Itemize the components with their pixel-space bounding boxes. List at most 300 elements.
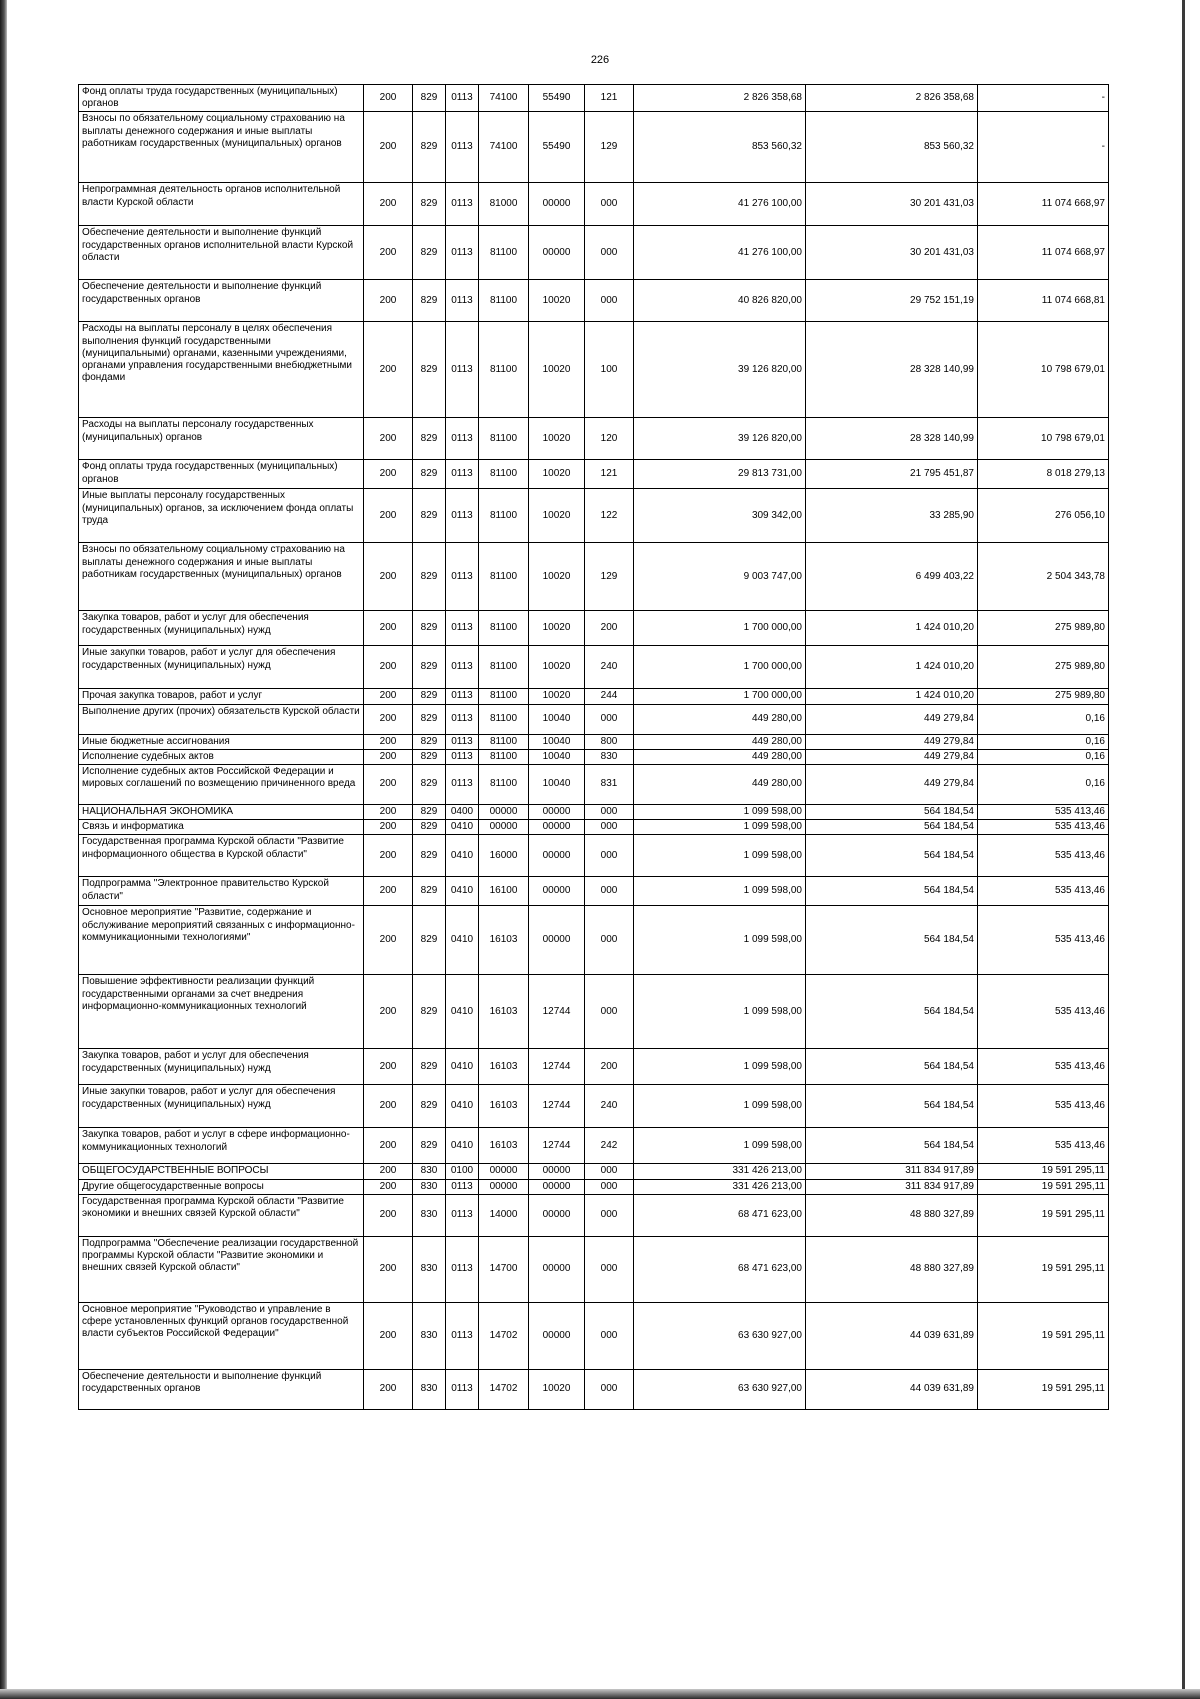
value-cell-remainder: 10 798 679,01 — [978, 418, 1109, 460]
code-cell-1: 200 — [364, 877, 413, 906]
code-cell-6: 240 — [585, 646, 634, 689]
code-cell-2: 830 — [413, 1179, 446, 1194]
code-cell-6: 000 — [585, 280, 634, 322]
row-name-cell: Связь и информатика — [79, 820, 364, 835]
code-cell-3: 0113 — [446, 1236, 479, 1302]
value-cell-executed: 311 834 917,89 — [806, 1179, 978, 1194]
code-cell-5: 12744 — [529, 1049, 585, 1085]
code-cell-3: 0113 — [446, 1302, 479, 1369]
value-cell-executed: 30 201 431,03 — [806, 226, 978, 280]
value-cell-remainder: 19 591 295,11 — [978, 1194, 1109, 1236]
code-cell-4: 74100 — [479, 85, 529, 112]
row-name-cell: Прочая закупка товаров, работ и услуг — [79, 689, 364, 704]
code-cell-1: 200 — [364, 704, 413, 734]
code-cell-2: 829 — [413, 112, 446, 183]
table-row — [79, 280, 1109, 322]
value-cell-plan: 1 099 598,00 — [634, 1049, 806, 1085]
code-cell-2: 829 — [413, 489, 446, 543]
code-cell-6: 244 — [585, 689, 634, 704]
value-cell-executed: 28 328 140,99 — [806, 322, 978, 418]
value-cell-remainder: 2 504 343,78 — [978, 543, 1109, 611]
code-cell-5: 10020 — [529, 322, 585, 418]
code-cell-4: 81100 — [479, 489, 529, 543]
table-row — [79, 1164, 1109, 1179]
value-cell-executed: 28 328 140,99 — [806, 418, 978, 460]
value-cell-plan: 1 099 598,00 — [634, 820, 806, 835]
code-cell-5: 00000 — [529, 877, 585, 906]
code-cell-5: 10020 — [529, 418, 585, 460]
table-row — [79, 460, 1109, 489]
code-cell-3: 0113 — [446, 489, 479, 543]
row-name-cell: Непрограммная деятельность органов исполнительной власти Курской области — [79, 183, 364, 226]
value-cell-plan: 1 099 598,00 — [634, 877, 806, 906]
row-name-cell: Обеспечение деятельности и выполнение функций государственных органов — [79, 280, 364, 322]
table-row — [79, 611, 1109, 646]
table-row — [79, 85, 1109, 112]
value-cell-remainder: 0,16 — [978, 764, 1109, 804]
code-cell-2: 829 — [413, 183, 446, 226]
code-cell-4: 81100 — [479, 280, 529, 322]
value-cell-remainder: 276 056,10 — [978, 489, 1109, 543]
code-cell-2: 829 — [413, 418, 446, 460]
value-cell-plan: 39 126 820,00 — [634, 418, 806, 460]
code-cell-2: 829 — [413, 611, 446, 646]
code-cell-2: 829 — [413, 1128, 446, 1164]
code-cell-6: 121 — [585, 85, 634, 112]
code-cell-2: 829 — [413, 280, 446, 322]
code-cell-1: 200 — [364, 1302, 413, 1369]
code-cell-2: 829 — [413, 835, 446, 877]
code-cell-6: 242 — [585, 1128, 634, 1164]
table-row — [79, 689, 1109, 704]
value-cell-remainder: 535 413,46 — [978, 804, 1109, 819]
code-cell-4: 74100 — [479, 112, 529, 183]
value-cell-remainder: 535 413,46 — [978, 1085, 1109, 1128]
code-cell-1: 200 — [364, 1128, 413, 1164]
code-cell-5: 10020 — [529, 689, 585, 704]
code-cell-6: 000 — [585, 877, 634, 906]
value-cell-executed: 564 184,54 — [806, 804, 978, 819]
code-cell-4: 81100 — [479, 226, 529, 280]
code-cell-4: 81100 — [479, 734, 529, 749]
code-cell-4: 14702 — [479, 1302, 529, 1369]
value-cell-plan: 2 826 358,68 — [634, 85, 806, 112]
value-cell-remainder: 19 591 295,11 — [978, 1302, 1109, 1369]
code-cell-1: 200 — [364, 906, 413, 975]
table-row — [79, 1179, 1109, 1194]
value-cell-executed: 564 184,54 — [806, 1128, 978, 1164]
code-cell-4: 00000 — [479, 804, 529, 819]
code-cell-6: 000 — [585, 1302, 634, 1369]
code-cell-3: 0113 — [446, 1369, 479, 1409]
table-row — [79, 1369, 1109, 1409]
value-cell-remainder: 19 591 295,11 — [978, 1164, 1109, 1179]
code-cell-1: 200 — [364, 804, 413, 819]
code-cell-6: 000 — [585, 835, 634, 877]
code-cell-1: 200 — [364, 835, 413, 877]
code-cell-5: 10020 — [529, 611, 585, 646]
value-cell-plan: 41 276 100,00 — [634, 226, 806, 280]
code-cell-4: 14700 — [479, 1236, 529, 1302]
value-cell-plan: 1 099 598,00 — [634, 804, 806, 819]
code-cell-2: 829 — [413, 1085, 446, 1128]
code-cell-2: 829 — [413, 689, 446, 704]
code-cell-3: 0410 — [446, 906, 479, 975]
code-cell-2: 830 — [413, 1194, 446, 1236]
row-name-cell: Иные бюджетные ассигнования — [79, 734, 364, 749]
value-cell-executed: 29 752 151,19 — [806, 280, 978, 322]
code-cell-4: 00000 — [479, 820, 529, 835]
value-cell-remainder: 19 591 295,11 — [978, 1369, 1109, 1409]
code-cell-6: 000 — [585, 704, 634, 734]
value-cell-plan: 449 280,00 — [634, 764, 806, 804]
code-cell-3: 0113 — [446, 280, 479, 322]
row-name-cell: Взносы по обязательному социальному страхованию на выплаты денежного содержания и иные выплаты работникам государственных (муниципальных) органов — [79, 543, 364, 611]
row-name-cell: Другие общегосударственные вопросы — [79, 1179, 364, 1194]
value-cell-plan: 449 280,00 — [634, 749, 806, 764]
table-row — [79, 1049, 1109, 1085]
value-cell-remainder: 0,16 — [978, 749, 1109, 764]
code-cell-3: 0410 — [446, 975, 479, 1049]
table-row — [79, 543, 1109, 611]
code-cell-3: 0113 — [446, 183, 479, 226]
value-cell-executed: 6 499 403,22 — [806, 543, 978, 611]
table-row — [79, 418, 1109, 460]
code-cell-6: 121 — [585, 460, 634, 489]
value-cell-remainder: 535 413,46 — [978, 1049, 1109, 1085]
value-cell-executed: 44 039 631,89 — [806, 1369, 978, 1409]
code-cell-2: 829 — [413, 646, 446, 689]
value-cell-remainder: 535 413,46 — [978, 877, 1109, 906]
code-cell-5: 00000 — [529, 804, 585, 819]
code-cell-4: 81100 — [479, 418, 529, 460]
value-cell-executed: 449 279,84 — [806, 704, 978, 734]
code-cell-4: 14702 — [479, 1369, 529, 1409]
code-cell-4: 16103 — [479, 1049, 529, 1085]
value-cell-remainder: - — [978, 85, 1109, 112]
code-cell-2: 830 — [413, 1369, 446, 1409]
code-cell-4: 81100 — [479, 543, 529, 611]
page-number: 226 — [590, 54, 610, 66]
value-cell-executed: 311 834 917,89 — [806, 1164, 978, 1179]
row-name-cell: Фонд оплаты труда государственных (муниципальных) органов — [79, 460, 364, 489]
code-cell-3: 0113 — [446, 749, 479, 764]
code-cell-1: 200 — [364, 460, 413, 489]
value-cell-remainder: 535 413,46 — [978, 835, 1109, 877]
row-name-cell: Выполнение других (прочих) обязательств Курской области — [79, 704, 364, 734]
budget-execution-table — [78, 84, 1109, 1410]
table-row — [79, 1236, 1109, 1302]
row-name-cell: Исполнение судебных актов — [79, 749, 364, 764]
code-cell-4: 00000 — [479, 1164, 529, 1179]
code-cell-2: 829 — [413, 704, 446, 734]
code-cell-5: 00000 — [529, 820, 585, 835]
code-cell-5: 10020 — [529, 646, 585, 689]
code-cell-2: 829 — [413, 820, 446, 835]
table-row — [79, 804, 1109, 819]
code-cell-1: 200 — [364, 1049, 413, 1085]
value-cell-plan: 1 099 598,00 — [634, 835, 806, 877]
code-cell-4: 81100 — [479, 764, 529, 804]
value-cell-executed: 564 184,54 — [806, 975, 978, 1049]
code-cell-6: 000 — [585, 820, 634, 835]
value-cell-executed: 21 795 451,87 — [806, 460, 978, 489]
code-cell-3: 0113 — [446, 418, 479, 460]
code-cell-2: 829 — [413, 322, 446, 418]
value-cell-plan: 39 126 820,00 — [634, 322, 806, 418]
scan-left-edge — [0, 0, 7, 1699]
value-cell-plan: 1 700 000,00 — [634, 689, 806, 704]
row-name-cell: Закупка товаров, работ и услуг для обеспечения государственных (муниципальных) нужд — [79, 1049, 364, 1085]
row-name-cell: Подпрограмма "Электронное правительство Курской области" — [79, 877, 364, 906]
code-cell-6: 000 — [585, 906, 634, 975]
code-cell-2: 829 — [413, 975, 446, 1049]
value-cell-plan: 853 560,32 — [634, 112, 806, 183]
code-cell-3: 0113 — [446, 764, 479, 804]
table-row — [79, 1085, 1109, 1128]
scan-bottom-edge — [0, 1689, 1200, 1699]
code-cell-1: 200 — [364, 1369, 413, 1409]
table-row — [79, 322, 1109, 418]
row-name-cell: Основное мероприятие "Развитие, содержание и обслуживание мероприятий связанных с информационно-коммуникационными технологиями" — [79, 906, 364, 975]
row-name-cell: Закупка товаров, работ и услуг для обеспечения государственных (муниципальных) нужд — [79, 611, 364, 646]
code-cell-6: 200 — [585, 611, 634, 646]
code-cell-5: 00000 — [529, 1302, 585, 1369]
row-name-cell: Фонд оплаты труда государственных (муниципальных) органов — [79, 85, 364, 112]
code-cell-6: 129 — [585, 543, 634, 611]
row-name-cell: ОБЩЕГОСУДАРСТВЕННЫЕ ВОПРОСЫ — [79, 1164, 364, 1179]
code-cell-5: 00000 — [529, 835, 585, 877]
code-cell-5: 10020 — [529, 280, 585, 322]
code-cell-6: 122 — [585, 489, 634, 543]
code-cell-1: 200 — [364, 1179, 413, 1194]
code-cell-4: 81000 — [479, 183, 529, 226]
value-cell-plan: 331 426 213,00 — [634, 1179, 806, 1194]
value-cell-plan: 63 630 927,00 — [634, 1302, 806, 1369]
code-cell-1: 200 — [364, 85, 413, 112]
code-cell-2: 829 — [413, 764, 446, 804]
value-cell-remainder: - — [978, 112, 1109, 183]
value-cell-executed: 564 184,54 — [806, 877, 978, 906]
code-cell-3: 0400 — [446, 804, 479, 819]
value-cell-executed: 44 039 631,89 — [806, 1302, 978, 1369]
table-body — [79, 85, 1109, 1410]
code-cell-2: 829 — [413, 877, 446, 906]
code-cell-4: 81100 — [479, 749, 529, 764]
table-row — [79, 112, 1109, 183]
code-cell-1: 200 — [364, 280, 413, 322]
code-cell-5: 55490 — [529, 112, 585, 183]
code-cell-3: 0113 — [446, 689, 479, 704]
row-name-cell: Иные выплаты персоналу государственных (муниципальных) органов, за исключением фонда оплаты труда — [79, 489, 364, 543]
value-cell-executed: 2 826 358,68 — [806, 85, 978, 112]
code-cell-1: 200 — [364, 322, 413, 418]
code-cell-5: 10020 — [529, 460, 585, 489]
value-cell-plan: 1 099 598,00 — [634, 906, 806, 975]
table-row — [79, 749, 1109, 764]
code-cell-2: 830 — [413, 1302, 446, 1369]
code-cell-1: 200 — [364, 183, 413, 226]
value-cell-remainder: 535 413,46 — [978, 1128, 1109, 1164]
code-cell-2: 829 — [413, 906, 446, 975]
code-cell-2: 829 — [413, 85, 446, 112]
table-row — [79, 906, 1109, 975]
code-cell-4: 16100 — [479, 877, 529, 906]
value-cell-plan: 1 700 000,00 — [634, 611, 806, 646]
table-row — [79, 764, 1109, 804]
code-cell-4: 16103 — [479, 1085, 529, 1128]
code-cell-5: 10040 — [529, 734, 585, 749]
code-cell-1: 200 — [364, 820, 413, 835]
code-cell-4: 81100 — [479, 704, 529, 734]
value-cell-plan: 1 099 598,00 — [634, 1085, 806, 1128]
code-cell-3: 0113 — [446, 646, 479, 689]
value-cell-executed: 564 184,54 — [806, 1085, 978, 1128]
value-cell-plan: 1 099 598,00 — [634, 975, 806, 1049]
code-cell-1: 200 — [364, 734, 413, 749]
value-cell-remainder: 275 989,80 — [978, 646, 1109, 689]
row-name-cell: Расходы на выплаты персоналу государственных (муниципальных) органов — [79, 418, 364, 460]
value-cell-executed: 1 424 010,20 — [806, 646, 978, 689]
table-row — [79, 1128, 1109, 1164]
value-cell-executed: 30 201 431,03 — [806, 183, 978, 226]
code-cell-5: 00000 — [529, 183, 585, 226]
row-name-cell: Подпрограмма "Обеспечение реализации государственной программы Курской области "Развитие экономики и внешних связей Курской области" — [79, 1236, 364, 1302]
code-cell-1: 200 — [364, 226, 413, 280]
value-cell-plan: 1 700 000,00 — [634, 646, 806, 689]
code-cell-5: 00000 — [529, 1164, 585, 1179]
value-cell-executed: 449 279,84 — [806, 749, 978, 764]
value-cell-remainder: 11 074 668,97 — [978, 183, 1109, 226]
value-cell-remainder: 535 413,46 — [978, 975, 1109, 1049]
code-cell-3: 0113 — [446, 611, 479, 646]
code-cell-2: 829 — [413, 543, 446, 611]
code-cell-1: 200 — [364, 418, 413, 460]
code-cell-2: 829 — [413, 1049, 446, 1085]
row-name-cell: Расходы на выплаты персоналу в целях обеспечения выполнения функций государственными (муниципальными) органами, казенными учреждениями, органами управления государственными внебюджетными фондами — [79, 322, 364, 418]
code-cell-2: 829 — [413, 460, 446, 489]
value-cell-executed: 853 560,32 — [806, 112, 978, 183]
code-cell-5: 10020 — [529, 1369, 585, 1409]
code-cell-2: 829 — [413, 749, 446, 764]
scan-right-edge — [1182, 0, 1185, 1699]
code-cell-6: 129 — [585, 112, 634, 183]
row-name-cell: Взносы по обязательному социальному страхованию на выплаты денежного содержания и иные выплаты работникам государственных (муниципальных) органов — [79, 112, 364, 183]
code-cell-4: 16103 — [479, 975, 529, 1049]
code-cell-3: 0113 — [446, 543, 479, 611]
value-cell-remainder: 8 018 279,13 — [978, 460, 1109, 489]
code-cell-3: 0410 — [446, 877, 479, 906]
value-cell-plan: 63 630 927,00 — [634, 1369, 806, 1409]
code-cell-4: 81100 — [479, 460, 529, 489]
code-cell-3: 0113 — [446, 226, 479, 280]
code-cell-5: 10020 — [529, 543, 585, 611]
value-cell-plan: 29 813 731,00 — [634, 460, 806, 489]
value-cell-executed: 564 184,54 — [806, 835, 978, 877]
code-cell-6: 000 — [585, 1179, 634, 1194]
budget-table-container — [78, 84, 1109, 1410]
code-cell-1: 200 — [364, 1085, 413, 1128]
code-cell-6: 240 — [585, 1085, 634, 1128]
table-row — [79, 489, 1109, 543]
row-name-cell: Иные закупки товаров, работ и услуг для обеспечения государственных (муниципальных) нужд — [79, 1085, 364, 1128]
code-cell-3: 0113 — [446, 734, 479, 749]
code-cell-6: 000 — [585, 1236, 634, 1302]
value-cell-executed: 33 285,90 — [806, 489, 978, 543]
code-cell-4: 16103 — [479, 906, 529, 975]
code-cell-1: 200 — [364, 489, 413, 543]
value-cell-plan: 9 003 747,00 — [634, 543, 806, 611]
value-cell-executed: 564 184,54 — [806, 820, 978, 835]
code-cell-3: 0113 — [446, 704, 479, 734]
value-cell-executed: 564 184,54 — [806, 906, 978, 975]
value-cell-remainder: 19 591 295,11 — [978, 1179, 1109, 1194]
code-cell-1: 200 — [364, 1236, 413, 1302]
table-row — [79, 226, 1109, 280]
code-cell-1: 200 — [364, 689, 413, 704]
code-cell-6: 120 — [585, 418, 634, 460]
code-cell-6: 200 — [585, 1049, 634, 1085]
code-cell-2: 829 — [413, 734, 446, 749]
code-cell-3: 0410 — [446, 1049, 479, 1085]
code-cell-6: 000 — [585, 183, 634, 226]
row-name-cell: Основное мероприятие "Руководство и управление в сфере установленных функций органов государственной власти субъектов Российской Федерации" — [79, 1302, 364, 1369]
code-cell-6: 830 — [585, 749, 634, 764]
code-cell-6: 100 — [585, 322, 634, 418]
table-row — [79, 820, 1109, 835]
row-name-cell: Государственная программа Курской области "Развитие информационного общества в Курской области" — [79, 835, 364, 877]
table-row — [79, 734, 1109, 749]
row-name-cell: Государственная программа Курской области "Развитие экономики и внешних связей Курской области" — [79, 1194, 364, 1236]
value-cell-remainder: 535 413,46 — [978, 820, 1109, 835]
code-cell-3: 0113 — [446, 1194, 479, 1236]
code-cell-5: 10040 — [529, 749, 585, 764]
code-cell-6: 800 — [585, 734, 634, 749]
code-cell-1: 200 — [364, 749, 413, 764]
table-row — [79, 975, 1109, 1049]
value-cell-remainder: 19 591 295,11 — [978, 1236, 1109, 1302]
code-cell-5: 00000 — [529, 906, 585, 975]
value-cell-executed: 449 279,84 — [806, 734, 978, 749]
row-name-cell: Исполнение судебных актов Российской Федерации и мировых соглашений по возмещению причиненного вреда — [79, 764, 364, 804]
code-cell-3: 0100 — [446, 1164, 479, 1179]
code-cell-3: 0113 — [446, 322, 479, 418]
table-row — [79, 1194, 1109, 1236]
code-cell-5: 00000 — [529, 1236, 585, 1302]
code-cell-4: 16000 — [479, 835, 529, 877]
code-cell-1: 200 — [364, 112, 413, 183]
code-cell-3: 0113 — [446, 85, 479, 112]
code-cell-3: 0410 — [446, 1128, 479, 1164]
code-cell-6: 000 — [585, 226, 634, 280]
value-cell-plan: 68 471 623,00 — [634, 1194, 806, 1236]
value-cell-remainder: 0,16 — [978, 704, 1109, 734]
code-cell-4: 81100 — [479, 646, 529, 689]
row-name-cell: Иные закупки товаров, работ и услуг для обеспечения государственных (муниципальных) нужд — [79, 646, 364, 689]
code-cell-5: 00000 — [529, 1194, 585, 1236]
code-cell-1: 200 — [364, 1194, 413, 1236]
row-name-cell: Обеспечение деятельности и выполнение функций государственных органов — [79, 1369, 364, 1409]
code-cell-6: 000 — [585, 975, 634, 1049]
code-cell-6: 000 — [585, 1369, 634, 1409]
value-cell-plan: 331 426 213,00 — [634, 1164, 806, 1179]
code-cell-6: 000 — [585, 1164, 634, 1179]
code-cell-4: 81100 — [479, 611, 529, 646]
code-cell-5: 00000 — [529, 1179, 585, 1194]
code-cell-6: 000 — [585, 804, 634, 819]
code-cell-4: 16103 — [479, 1128, 529, 1164]
code-cell-2: 829 — [413, 226, 446, 280]
